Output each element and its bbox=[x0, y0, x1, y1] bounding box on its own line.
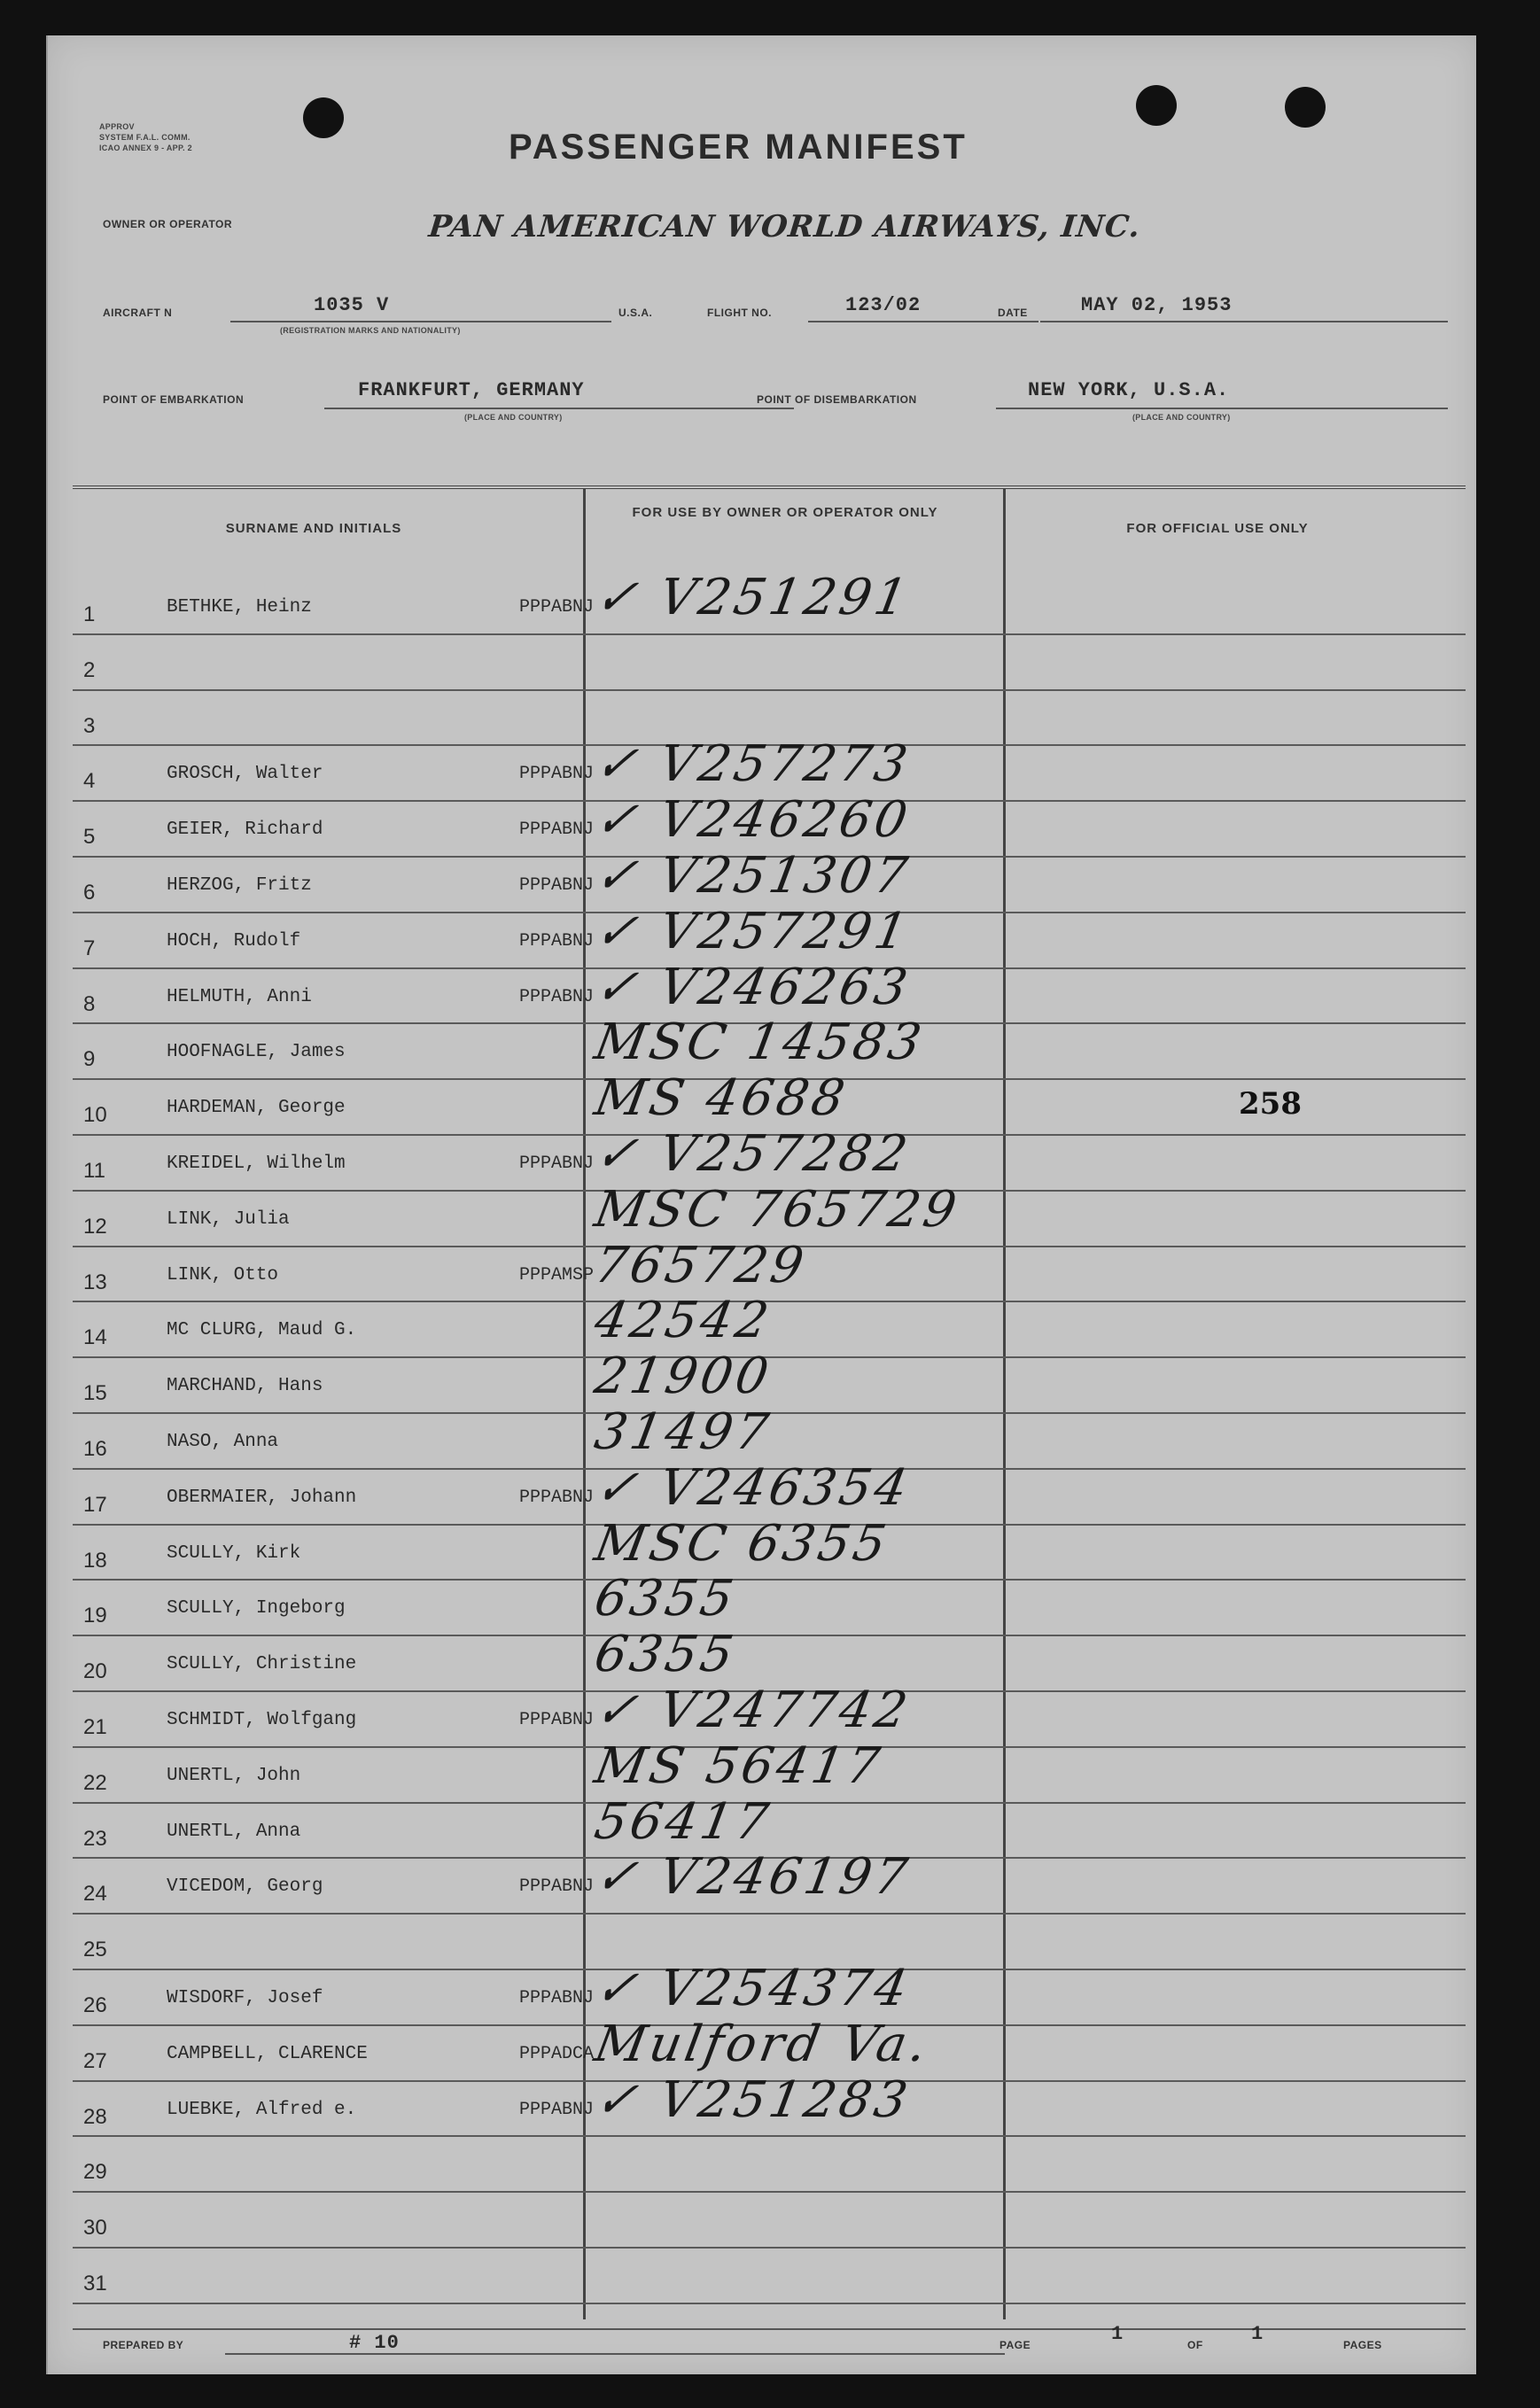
row-number: 11 bbox=[83, 1159, 105, 1183]
handwritten-number: ✓ V246354 bbox=[590, 1458, 915, 1517]
aircraft-label: AIRCRAFT N bbox=[103, 307, 173, 319]
aircraft-value: 1035 V bbox=[314, 294, 390, 316]
passenger-name: MC CLURG, Maud G. bbox=[167, 1320, 357, 1341]
column-header-official: FOR OFFICIAL USE ONLY bbox=[1126, 521, 1309, 536]
passenger-code: PPPABNJ bbox=[518, 1876, 594, 1898]
column-header-operator-text: FOR USE BY OWNER OR OPERATOR ONLY bbox=[632, 505, 938, 520]
manifest-page bbox=[46, 35, 1476, 2374]
passenger-name: VICEDOM, Georg bbox=[167, 1876, 323, 1898]
handwritten-number: 56417 bbox=[590, 1792, 776, 1851]
approval-line: SYSTEM F.A.L. COMM. bbox=[99, 133, 191, 142]
handwritten-number: ✓ V257282 bbox=[590, 1125, 915, 1183]
passenger-code: PPPABNJ bbox=[518, 986, 594, 1007]
disembarkation-label: POINT OF DISEMBARKATION bbox=[757, 393, 917, 406]
passenger-code: PPPABNJ bbox=[518, 1154, 594, 1174]
flight-label: FLIGHT NO. bbox=[707, 307, 772, 319]
handwritten-number: ✓ V251291 bbox=[590, 569, 915, 626]
passenger-name: BETHKE, Heinz bbox=[167, 597, 312, 618]
embarkation-caption: (PLACE AND COUNTRY) bbox=[464, 413, 563, 422]
passenger-name: UNERTL, Anna bbox=[167, 1821, 301, 1842]
disembarkation-value: NEW YORK, U.S.A. bbox=[1028, 379, 1230, 401]
page-label: PAGE bbox=[999, 2339, 1031, 2351]
passenger-name: LINK, Otto bbox=[167, 1264, 279, 1286]
row-rule bbox=[73, 1579, 1466, 1581]
passenger-name: HERZOG, Fritz bbox=[167, 875, 312, 896]
passenger-name: KREIDEL, Wilhelm bbox=[167, 1154, 346, 1174]
passenger-code: PPPABNJ bbox=[518, 1988, 594, 2008]
punch-hole bbox=[1285, 87, 1326, 128]
handwritten-number: MSC 14583 bbox=[590, 1014, 929, 1072]
passenger-code: PPPABNJ bbox=[518, 875, 594, 896]
handwritten-number: ✓ V246197 bbox=[590, 1848, 915, 1907]
handwritten-number: 21900 bbox=[590, 1348, 776, 1406]
of-label: OF bbox=[1187, 2339, 1203, 2351]
handwritten-number: Mulford Va. bbox=[590, 2015, 935, 2073]
passenger-code: PPPABNJ bbox=[518, 930, 594, 952]
row-rule bbox=[73, 2247, 1466, 2249]
row-number: 31 bbox=[83, 2272, 107, 2295]
passenger-name: SCULLY, Kirk bbox=[167, 1542, 301, 1564]
row-number: 13 bbox=[83, 1270, 107, 1294]
handwritten-number: ✓ V246260 bbox=[590, 791, 915, 850]
handwritten-number: MSC 765729 bbox=[590, 1180, 964, 1239]
row-number: 2 bbox=[83, 657, 96, 682]
page-value: 1 bbox=[1111, 2323, 1124, 2345]
row-number: 21 bbox=[83, 1715, 107, 1739]
row-rule bbox=[73, 2303, 1466, 2304]
handwritten-number: 31497 bbox=[590, 1403, 776, 1461]
passenger-name: GROSCH, Walter bbox=[167, 764, 323, 785]
handwritten-number: 6355 bbox=[590, 1626, 742, 1684]
row-number: 6 bbox=[83, 881, 96, 905]
handwritten-number: MS 56417 bbox=[590, 1736, 888, 1795]
passenger-name: HELMUTH, Anni bbox=[167, 986, 312, 1007]
passenger-code: PPPAMSP bbox=[518, 1264, 594, 1286]
handwritten-number: ✓ V246263 bbox=[590, 958, 915, 1016]
row-number: 20 bbox=[83, 1659, 107, 1684]
handwritten-number: ✓ V251283 bbox=[590, 2070, 915, 2129]
row-rule bbox=[73, 2191, 1466, 2193]
row-number: 28 bbox=[83, 2104, 107, 2129]
row-number: 3 bbox=[83, 713, 96, 738]
row-number: 14 bbox=[83, 1325, 107, 1350]
column-header-name: SURNAME AND INITIALS bbox=[225, 521, 402, 536]
date-value: MAY 02, 1953 bbox=[1081, 294, 1233, 316]
page-title: PASSENGER MANIFEST bbox=[509, 128, 968, 167]
passenger-name: MARCHAND, Hans bbox=[167, 1376, 323, 1397]
row-number: 7 bbox=[83, 936, 96, 960]
approval-line: ICAO ANNEX 9 - APP. 2 bbox=[99, 144, 192, 152]
row-number: 23 bbox=[83, 1826, 107, 1851]
row-number: 22 bbox=[83, 1770, 107, 1795]
handwritten-number: MS 4688 bbox=[590, 1069, 852, 1128]
row-number: 25 bbox=[83, 1938, 107, 1962]
row-number: 15 bbox=[83, 1381, 107, 1406]
of-value: 1 bbox=[1251, 2323, 1264, 2345]
passenger-name: NASO, Anna bbox=[167, 1432, 279, 1452]
passenger-name: LUEBKE, Alfred e. bbox=[167, 2099, 357, 2120]
handwritten-number: ✓ V257273 bbox=[590, 735, 915, 794]
row-number: 4 bbox=[83, 769, 96, 794]
row-rule bbox=[73, 1635, 1466, 1636]
passenger-code: PPPABNJ bbox=[518, 1487, 594, 1508]
embarkation-label: POINT OF EMBARKATION bbox=[103, 393, 245, 406]
row-number: 27 bbox=[83, 2048, 107, 2073]
row-number: 12 bbox=[83, 1214, 107, 1239]
row-number: 10 bbox=[83, 1103, 107, 1128]
passenger-code: PPPABNJ bbox=[518, 597, 594, 618]
column-header-operator bbox=[581, 505, 989, 521]
handwritten-number: ✓ V257291 bbox=[590, 902, 915, 960]
row-number: 8 bbox=[83, 991, 96, 1016]
row-number: 30 bbox=[83, 2216, 107, 2241]
passenger-code: PPPABNJ bbox=[518, 2099, 594, 2120]
passenger-code: PPPABNJ bbox=[518, 1710, 594, 1730]
prepared-label: PREPARED BY bbox=[103, 2339, 184, 2351]
passenger-name: SCHMIDT, Wolfgang bbox=[167, 1710, 357, 1730]
passenger-name: SCULLY, Ingeborg bbox=[167, 1598, 346, 1620]
date-label: DATE bbox=[998, 307, 1028, 319]
handwritten-number: 42542 bbox=[590, 1292, 776, 1350]
row-number: 5 bbox=[83, 825, 96, 850]
disembarkation-caption: (PLACE AND COUNTRY) bbox=[1132, 413, 1231, 422]
column-divider bbox=[1003, 489, 1006, 2319]
handwritten-number: ✓ V254374 bbox=[590, 1960, 915, 2017]
pages-label: PAGES bbox=[1343, 2339, 1382, 2351]
punch-hole bbox=[303, 97, 344, 138]
official-note: 258 bbox=[1239, 1086, 1302, 1122]
punch-hole bbox=[1136, 85, 1177, 126]
row-number: 1 bbox=[83, 602, 96, 626]
passenger-name: CAMPBELL, CLARENCE bbox=[167, 2043, 368, 2064]
row-rule bbox=[73, 689, 1466, 691]
passenger-name: LINK, Julia bbox=[167, 1208, 290, 1230]
handwritten-number: ✓ V247742 bbox=[590, 1682, 915, 1739]
passenger-name: SCULLY, Christine bbox=[167, 1654, 357, 1675]
row-number: 24 bbox=[83, 1882, 107, 1907]
passenger-code: PPPADCA bbox=[518, 2043, 594, 2064]
aircraft-caption: (REGISTRATION MARKS AND NATIONALITY) bbox=[280, 326, 461, 335]
owner-label: OWNER OR OPERATOR bbox=[103, 218, 233, 230]
handwritten-number: 765729 bbox=[590, 1236, 812, 1294]
passenger-name: HARDEMAN, George bbox=[167, 1098, 346, 1119]
row-number: 19 bbox=[83, 1604, 107, 1628]
handwritten-number: ✓ V251307 bbox=[590, 847, 915, 905]
row-number: 29 bbox=[83, 2160, 107, 2185]
passenger-name: WISDORF, Josef bbox=[167, 1988, 323, 2008]
row-rule bbox=[73, 2135, 1466, 2137]
passenger-name: GEIER, Richard bbox=[167, 819, 323, 841]
flight-value: 123/02 bbox=[845, 294, 922, 316]
row-number: 9 bbox=[83, 1047, 96, 1072]
embarkation-value: FRANKFURT, GERMANY bbox=[358, 379, 585, 401]
passenger-name: OBERMAIER, Johann bbox=[167, 1487, 357, 1508]
row-number: 18 bbox=[83, 1548, 107, 1573]
passenger-code: PPPABNJ bbox=[518, 819, 594, 841]
country-label: U.S.A. bbox=[618, 307, 653, 319]
prepared-value: # 10 bbox=[349, 2332, 400, 2354]
passenger-name: HOOFNAGLE, James bbox=[167, 1042, 346, 1063]
passenger-name: HOCH, Rudolf bbox=[167, 930, 301, 952]
handwritten-number: MSC 6355 bbox=[590, 1514, 894, 1573]
row-rule bbox=[73, 633, 1466, 635]
row-number: 16 bbox=[83, 1437, 107, 1461]
approval-line: APPROV bbox=[99, 122, 135, 131]
row-number: 26 bbox=[83, 1993, 107, 2017]
passenger-code: PPPABNJ bbox=[518, 764, 594, 785]
operator-name: PAN AMERICAN WORLD AIRWAYS, INC. bbox=[426, 209, 1143, 245]
row-rule bbox=[73, 1913, 1466, 1915]
passenger-name: UNERTL, John bbox=[167, 1765, 301, 1786]
handwritten-number: 6355 bbox=[590, 1570, 742, 1628]
row-number: 17 bbox=[83, 1492, 107, 1517]
